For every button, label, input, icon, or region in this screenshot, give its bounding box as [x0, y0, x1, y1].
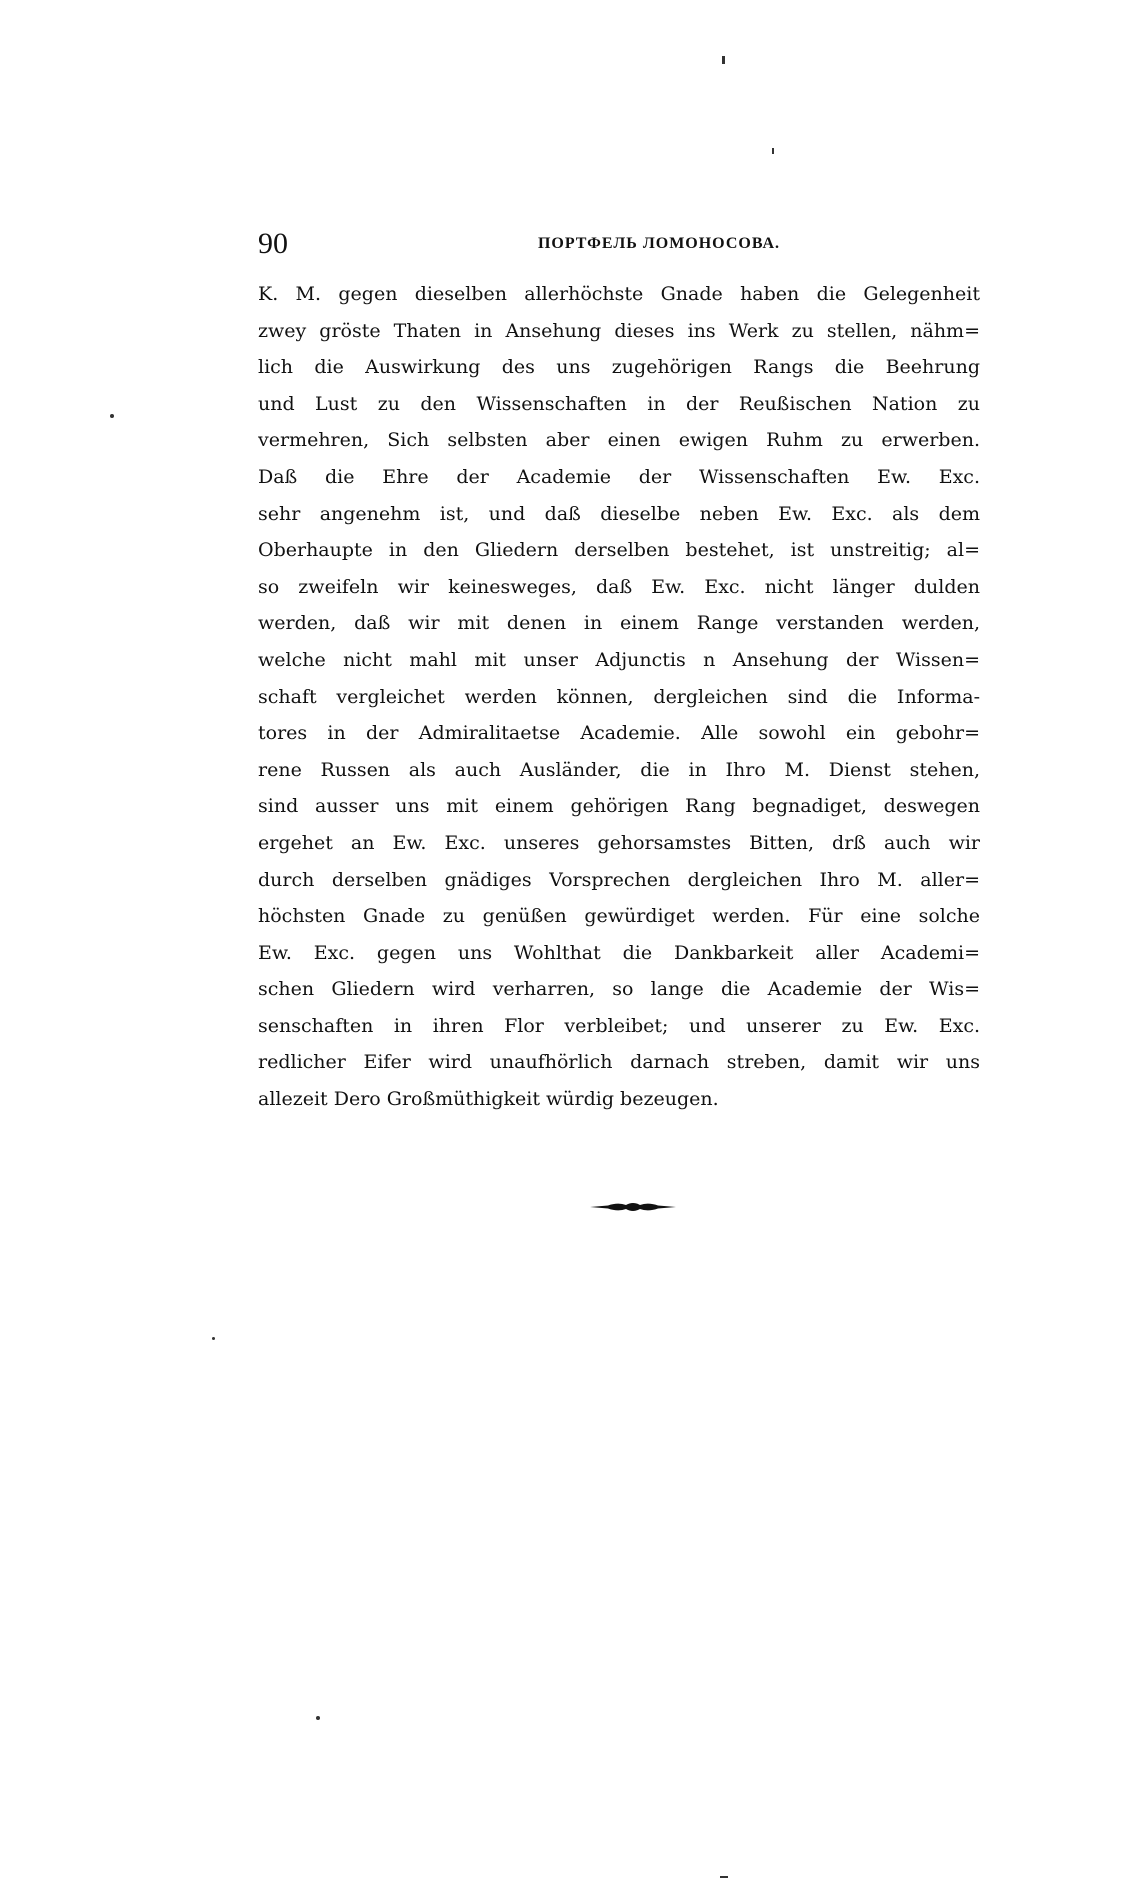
paper-speck	[110, 414, 114, 418]
text-line: schaft vergleichet werden können, dergleichen sind die Informa-	[258, 685, 980, 708]
paper-speck	[720, 1876, 728, 1878]
text-line: K. M. gegen dieselben allerhöchste Gnade haben die Gelegenheit	[258, 283, 980, 305]
text-line: und Lust zu den Wissenschaften in der Reußischen Nation zu	[258, 392, 980, 415]
text-line: zwey gröste Thaten in Ansehung dieses ins Werk zu stellen, nähm=	[258, 319, 980, 342]
text-line: höchsten Gnade zu genüßen gewürdiget werden. Für eine solche	[258, 905, 980, 928]
page-header	[258, 224, 980, 268]
text-line: sehr angenehm ist, und daß dieselbe neben Ew. Exc. als dem	[258, 502, 980, 525]
paper-speck	[212, 1337, 215, 1340]
page-number: 90	[258, 227, 288, 260]
text-line: Daß die Ehre der Academie der Wissenschaften Ew. Exc.	[258, 465, 980, 488]
text-line: lich die Auswirkung des uns zugehörigen Rangs die Beehrung	[258, 356, 980, 379]
running-title: ПОРТФЕЛЬ ЛОМОНОСОВА.	[537, 235, 781, 252]
text-line: sind ausser uns mit einem gehörigen Rang begnadiget, deswegen	[258, 795, 980, 818]
text-line: ergehet an Ew. Exc. unseres gehorsamstes Bitten, drß auch wir	[258, 831, 980, 854]
paper-speck	[772, 148, 774, 154]
text-line: tores in der Admiralitaetse Academie. Alle sowohl ein gebohr=	[258, 722, 980, 745]
text-line: schen Gliedern wird verharren, so lange die Academie der Wis=	[258, 978, 980, 1001]
text-line: so zweifeln wir keinesweges, daß Ew. Exc. nicht länger dulden	[258, 575, 980, 598]
text-line: Oberhaupte in den Gliedern derselben bestehet, ist unstreitig; al=	[258, 539, 980, 562]
text-line: rene Russen als auch Ausländer, die in Ihro M. Dienst stehen,	[258, 758, 980, 781]
tailpiece-ornament-icon	[588, 1200, 678, 1214]
text-line: senschaften in ihren Flor verbleibet; und unserer zu Ew. Exc.	[258, 1014, 980, 1037]
text-line: redlicher Eifer wird unaufhörlich darnach streben, damit wir uns	[258, 1051, 980, 1074]
text-line: welche nicht mahl mit unser Adjunctis n Ansehung der Wissen=	[258, 648, 980, 671]
text-line: vermehren, Sich selbsten aber einen ewigen Ruhm zu erwerben.	[258, 429, 980, 452]
text-line: durch derselben gnädiges Vorsprechen dergleichen Ihro M. aller=	[258, 868, 980, 891]
text-line: Ew. Exc. gegen uns Wohlthat die Dankbarkeit aller Academi=	[258, 941, 980, 964]
paper-speck	[316, 1716, 320, 1720]
body-paragraph	[258, 276, 980, 1118]
text-line: werden, daß wir mit denen in einem Range verstanden werden,	[258, 612, 980, 635]
text-line: allezeit Dero Großmüthigkeit würdig bezeugen.	[258, 1088, 719, 1111]
paper-speck	[722, 56, 725, 64]
